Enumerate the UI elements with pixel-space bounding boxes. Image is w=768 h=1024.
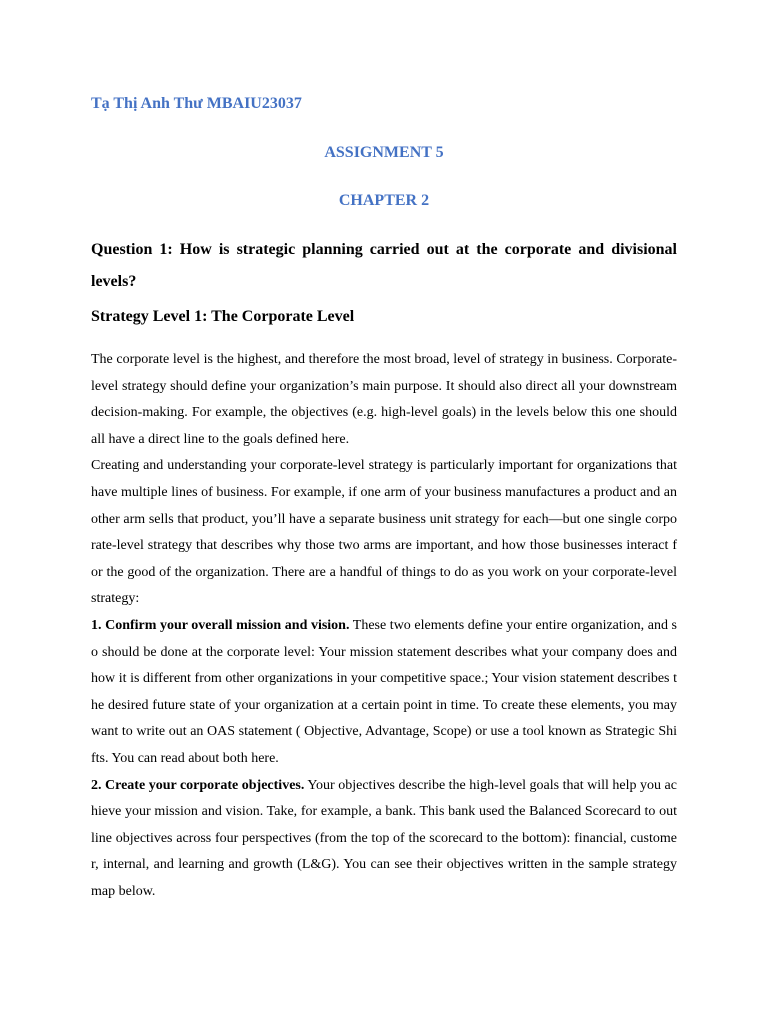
- mission-vision-body: These two elements define your entire organization, and so should be done at the corporate level: Your mission statement describes what your company does and how it is different from other organizations in your competitive space.; Your vision statement describes the desired future state of your organization at a certain point in time. To create these elements, you may want to write out an OAS statement ( Objective, Advantage, Scope) or use a tool known as Strategic Shifts. You can read about both here.: [91, 617, 677, 766]
- assignment-title: ASSIGNMENT 5: [324, 144, 444, 161]
- paragraph-mission-vision: [91, 613, 677, 773]
- corporate-objectives-lead: 2. Create your corporate objectives.: [91, 777, 305, 793]
- author-line: Tạ Thị Anh Thư MBAIU23037: [91, 95, 302, 112]
- chapter-title: CHAPTER 2: [338, 192, 430, 209]
- paragraph-corporate-strategy: Creating and understanding your corporate-level strategy is particularly important for organizations that have multiple lines of business. For example, if one arm of your business manufactures a product and another arm sells that product, you’ll have a separate business unit strategy for each—but one single corporate-level strategy that describes why those two arms are important, and how those businesses interact for the good of the organization. There are a handful of things to do as you work on your corporate-level strategy:: [91, 458, 677, 607]
- paragraph-corporate-objectives: [91, 773, 677, 906]
- document-content: [91, 92, 677, 905]
- paragraph-corporate-level: The corporate level is the highest, and therefore the most broad, level of strategy in business. Corporate-level strategy should define your organization’s main purpose. It should also direct all your downstream decision-making. For example, the objectives (e.g. high-level goals) in the levels below this one should all have a direct line to the goals defined here.: [91, 352, 677, 447]
- mission-vision-lead: 1. Confirm your overall mission and vision.: [91, 617, 350, 633]
- question-heading: Question 1: How is strategic planning carried out at the corporate and divisional levels?: [91, 241, 677, 290]
- corporate-objectives-body: Your objectives describe the high-level goals that will help you achieve your mission and vision. Take, for example, a bank. This bank used the Balanced Scorecard to outline objectives across four perspectives (from the top of the scorecard to the bottom): financial, customer, internal, and learning and growth (L&G). You can see their objectives written in the sample strategy map below.: [91, 777, 677, 899]
- section-heading: Strategy Level 1: The Corporate Level: [91, 308, 355, 325]
